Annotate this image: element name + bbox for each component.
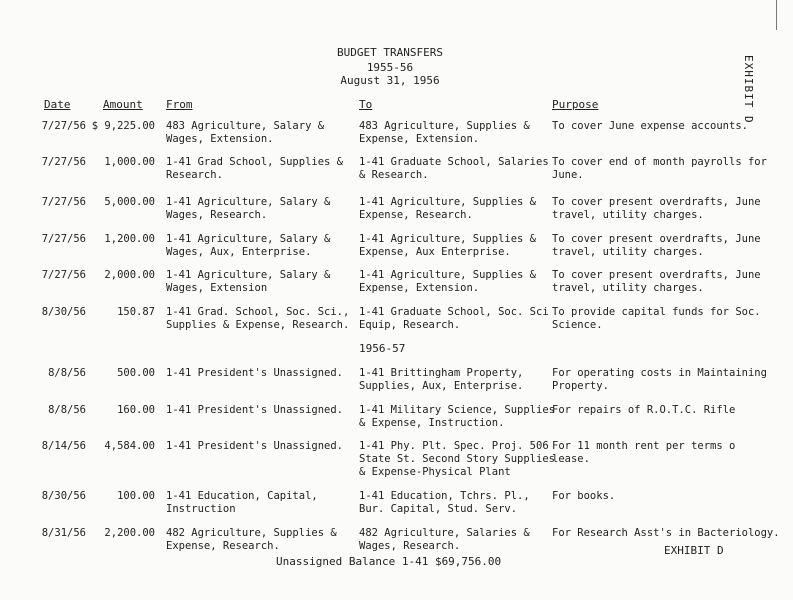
transfer-purpose — [552, 233, 761, 259]
transfer-purpose-line: To cover June expense accounts. — [552, 120, 748, 132]
transfer-from — [166, 196, 330, 222]
transfer-from-line: 482 Agriculture, Supplies & — [166, 527, 337, 539]
transfer-purpose-line: lease. — [552, 453, 590, 465]
transfer-to-line: 1-41 Agriculture, Supplies & — [359, 196, 537, 208]
transfer-purpose-line: To cover present overdrafts, June — [552, 196, 761, 208]
transfer-from-line: 1-41 President's Unassigned. — [166, 440, 344, 452]
transfer-amount: 150.87 — [117, 306, 155, 318]
transfer-purpose-line: For books. — [552, 490, 616, 502]
transfer-purpose-line: travel, utility charges. — [552, 282, 704, 294]
transfer-to — [359, 156, 549, 182]
transfer-to-line: State St. Second Story Supplies — [359, 453, 555, 465]
transfer-date: 8/14/56 — [41, 440, 86, 452]
transfer-purpose — [552, 269, 761, 295]
transfer-from-line: 1-41 President's Unassigned. — [166, 367, 344, 379]
section-label-1956-57: 1956-57 — [359, 342, 406, 355]
transfer-amount: $ 9,225.00 — [91, 120, 155, 132]
transfer-from-line: 1-41 Agriculture, Salary & — [166, 196, 331, 208]
transfer-from-line: Expense, Research. — [166, 540, 280, 552]
transfer-to-line: 1-41 Graduate School, Salaries — [359, 156, 549, 168]
transfer-purpose-line: travel, utility charges. — [552, 209, 704, 221]
column-header-purpose: Purpose — [552, 98, 599, 111]
transfer-from — [166, 306, 349, 332]
transfer-to — [359, 367, 523, 393]
transfer-to-line: & Expense, Instruction. — [359, 417, 505, 429]
transfer-from-line: 483 Agriculture, Salary & — [166, 120, 325, 132]
transfer-date: 7/27/56 — [41, 269, 86, 281]
transfer-amount: 100.00 — [117, 490, 155, 502]
transfer-purpose-line: For Research Asst's in Bacteriology. — [552, 527, 780, 539]
transfer-date: 8/30/56 — [41, 306, 86, 318]
transfer-purpose — [552, 120, 748, 133]
column-header-to: To — [359, 98, 373, 111]
transfer-from-line: Supplies & Expense, Research. — [166, 319, 350, 331]
transfer-to-line: 1-41 Brittingham Property, — [359, 367, 524, 379]
transfer-from-line: 1-41 Grad School, Supplies & — [166, 156, 344, 168]
transfer-purpose-line: To provide capital funds for Soc. — [552, 306, 761, 318]
transfer-from — [166, 440, 343, 453]
transfer-date: 8/8/56 — [48, 367, 86, 379]
transfer-from — [166, 404, 343, 417]
transfer-from-line: 1-41 Agriculture, Salary & — [166, 233, 331, 245]
transfer-to-line: Bur. Capital, Stud. Serv. — [359, 503, 518, 515]
transfer-to — [359, 440, 555, 479]
transfer-amount: 2,200.00 — [104, 527, 155, 539]
transfer-to-line: Equip, Research. — [359, 319, 461, 331]
transfer-to — [359, 404, 555, 430]
transfer-date: 7/27/56 — [41, 120, 86, 132]
transfer-purpose-line: June. — [552, 169, 584, 181]
transfer-from-line: 1-41 Education, Capital, — [166, 490, 318, 502]
transfer-amount: 4,584.00 — [104, 440, 155, 452]
transfer-date: 7/27/56 — [41, 156, 86, 168]
transfer-amount: 5,000.00 — [104, 196, 155, 208]
transfer-to-line: Expense, Aux Enterprise. — [359, 246, 511, 258]
transfer-to — [359, 196, 536, 222]
transfer-to-line: Supplies, Aux, Enterprise. — [359, 380, 524, 392]
transfer-from — [166, 269, 330, 295]
transfer-from — [166, 490, 318, 516]
transfer-purpose-line: Science. — [552, 319, 603, 331]
transfer-to-line: 483 Agriculture, Supplies & — [359, 120, 530, 132]
transfer-to-line: 1-41 Graduate School, Soc. Sci — [359, 306, 549, 318]
transfer-from-line: Wages, Extension. — [166, 133, 274, 145]
transfer-to-line: Expense, Research. — [359, 209, 473, 221]
transfer-to — [359, 233, 536, 259]
transfer-from — [166, 233, 330, 259]
transfer-date: 8/8/56 — [48, 404, 86, 416]
transfer-to — [359, 120, 530, 146]
transfer-to-line: 1-41 Military Science, Supplies — [359, 404, 555, 416]
transfer-to-line: 1-41 Phy. Plt. Spec. Proj. 506 — [359, 440, 549, 452]
transfer-from — [166, 156, 343, 182]
transfer-purpose — [552, 306, 761, 332]
column-header-amount: Amount — [103, 98, 143, 111]
transfer-from-line: 1-41 President's Unassigned. — [166, 404, 344, 416]
transfer-purpose-line: Property. — [552, 380, 609, 392]
transfer-to — [359, 269, 536, 295]
transfer-to-line: 1-41 Agriculture, Supplies & — [359, 233, 537, 245]
transfer-purpose — [552, 367, 767, 393]
transfer-purpose — [552, 196, 761, 222]
transfer-to-line: 482 Agriculture, Salaries & — [359, 527, 530, 539]
transfer-date: 8/30/56 — [41, 490, 86, 502]
transfer-purpose-line: To cover end of month payrolls for — [552, 156, 767, 168]
transfer-amount: 2,000.00 — [104, 269, 155, 281]
transfer-purpose-line: For 11 month rent per terms o — [552, 440, 736, 452]
transfer-amount: 160.00 — [117, 404, 155, 416]
transfer-purpose-line: For operating costs in Maintaining — [552, 367, 767, 379]
transfer-to-line: Expense, Extension. — [359, 133, 480, 145]
exhibit-label-bottom: EXHIBIT D — [664, 544, 724, 557]
transfer-from-line: 1-41 Agriculture, Salary & — [166, 269, 331, 281]
transfer-from-line: Wages, Aux, Enterprise. — [166, 246, 312, 258]
transfer-date: 7/27/56 — [41, 233, 86, 245]
transfer-to — [359, 527, 530, 553]
transfer-purpose — [552, 440, 735, 466]
transfer-to — [359, 490, 530, 516]
transfer-to-line: & Expense-Physical Plant — [359, 466, 511, 478]
transfer-purpose-line: travel, utility charges. — [552, 246, 704, 258]
document-date: August 31, 1956 — [340, 74, 440, 87]
transfer-from — [166, 120, 324, 146]
exhibit-label-vertical: EXHIBIT D — [742, 55, 755, 124]
transfer-purpose-line: To cover present overdrafts, June — [552, 233, 761, 245]
transfer-to-line: 1-41 Education, Tchrs. Pl., — [359, 490, 530, 502]
transfer-amount: 500.00 — [117, 367, 155, 379]
transfer-purpose — [552, 404, 735, 417]
fiscal-year: 1955-56 — [366, 61, 414, 74]
transfer-to — [359, 306, 549, 332]
page-edge-line — [775, 0, 777, 30]
column-header-date: Date — [44, 98, 71, 111]
transfer-purpose — [552, 156, 767, 182]
transfer-to-line: Expense, Extension. — [359, 282, 480, 294]
transfer-from-line: Wages, Research. — [166, 209, 268, 221]
transfer-amount: 1,000.00 — [104, 156, 155, 168]
transfer-amount: 1,200.00 — [104, 233, 155, 245]
transfer-from — [166, 367, 343, 380]
transfer-date: 8/31/56 — [41, 527, 86, 539]
transfer-from-line: Instruction — [166, 503, 236, 515]
unassigned-balance: Unassigned Balance 1-41 $69,756.00 — [276, 555, 502, 568]
column-header-from: From — [166, 98, 193, 111]
transfer-to-line: 1-41 Agriculture, Supplies & — [359, 269, 537, 281]
transfer-from — [166, 527, 337, 553]
transfer-from-line: Wages, Extension — [166, 282, 268, 294]
transfer-from-line: 1-41 Grad. School, Soc. Sci., — [166, 306, 350, 318]
transfer-date: 7/27/56 — [41, 196, 86, 208]
transfer-purpose — [552, 527, 780, 540]
transfer-to-line: Wages, Research. — [359, 540, 461, 552]
transfer-purpose — [552, 490, 615, 503]
transfer-from-line: Research. — [166, 169, 223, 181]
transfer-purpose-line: For repairs of R.O.T.C. Rifle — [552, 404, 736, 416]
transfer-to-line: & Research. — [359, 169, 429, 181]
transfer-purpose-line: To cover present overdrafts, June — [552, 269, 761, 281]
document-title: BUDGET TRANSFERS — [337, 46, 443, 59]
